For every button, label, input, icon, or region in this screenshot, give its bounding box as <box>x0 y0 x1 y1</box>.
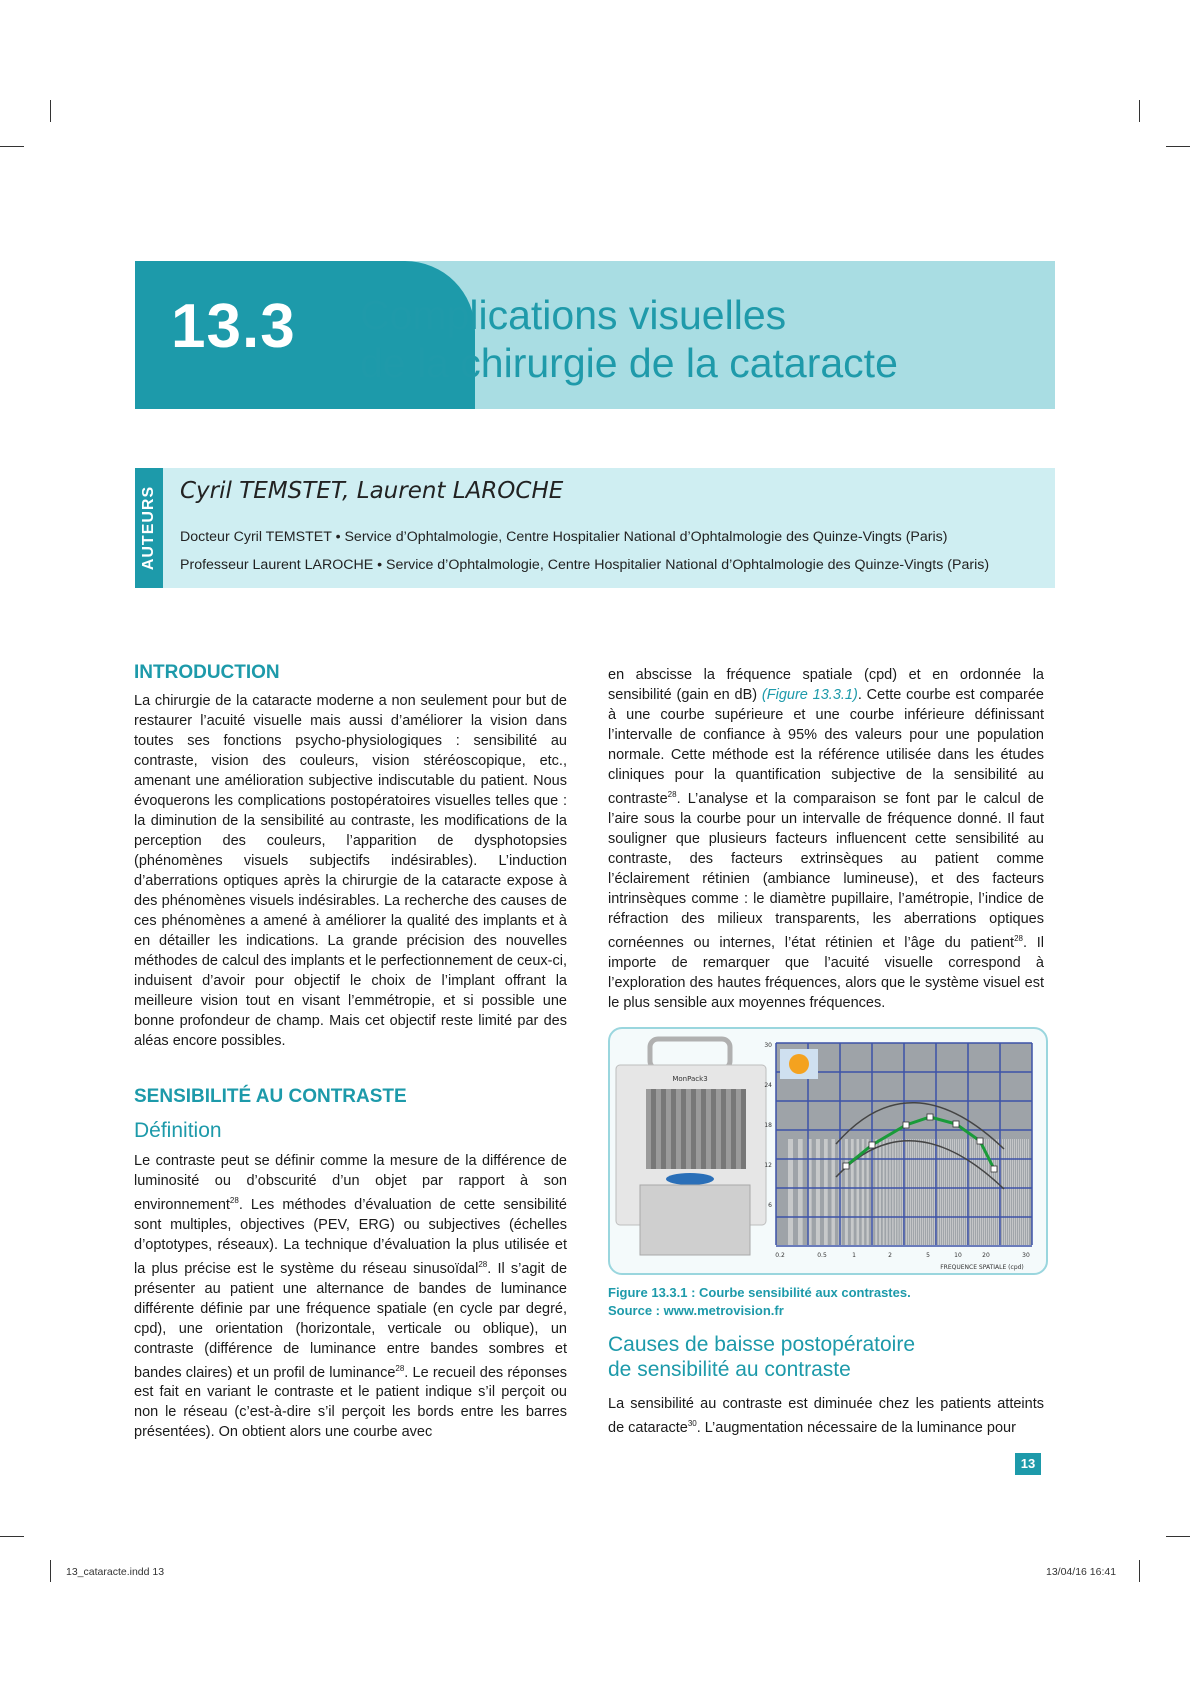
author-affiliation-1: Docteur Cyril TEMSTET • Service d’Ophtalmologie, Centre Hospitalier National d’Ophtalmologie des Quinze-Vingts (Paris) <box>180 529 948 545</box>
contrast-sensitivity-figure <box>610 1029 1046 1273</box>
section-title-line1: Complications visuelles <box>360 292 787 338</box>
x-axis-label: FREQUENCE SPATIALE (cpd) <box>940 1264 1024 1271</box>
author-affiliation-2: Professeur Laurent LAROCHE • Service d’Ophtalmologie, Centre Hospitalier National d’Ophtalmologie des Quinze-Vingts (Paris) <box>180 557 990 573</box>
heading-sensibilite: SENSIBILITÉ AU CONTRASTE <box>134 1086 407 1107</box>
right-text: en abscisse la fréquence spatiale (cpd) et en ordonnée la sensibilité (gain en dB) (Figure 13.3.1). Cette courbe est comparée à une courbe supérieure et une courbe inférieure définissant l’intervalle de confiance à 95% des valeurs pour une population normale. Cette méthode est la référence utilisée dans les études cliniques pour la quantification subjective de la sensibilité au contraste$^{28}$. L’analyse et la comparaison se font par le calcul de l’aire sous la courbe pour un intervalle de fréquence donné. Il faut souligner que plusieurs facteurs influencent cette sensibilité au contraste, des facteurs extrinsèques au patient comme l’éclairement rétinien (ambiance lumineuse), et des facteurs intrinsèques comme : le diamètre pupillaire, l’amétropie, l’indice de réfraction des milieux transparents, les aberrations optiques cornéennes ou internes, l’état rétinien et l’âge du patient$^{28}$. Il importe de remarquer que l’acuité visuelle correspond à l’exploration des hautes fréquences, alors que le système visuel est le plus sensible aux moyennes fréquences. <box>608 667 1044 1011</box>
figure-caption <box>608 1284 911 1320</box>
x-tick-label: 10 <box>954 1252 962 1259</box>
definition-paragraph <box>134 1151 567 1442</box>
crop-mark <box>1139 100 1140 122</box>
x-tick-label: 1 <box>852 1252 856 1259</box>
sun-icon <box>789 1054 809 1074</box>
heading-causes-line1: Causes de baisse postopératoire <box>608 1333 916 1356</box>
y-tick-label: 12 <box>764 1162 772 1169</box>
x-tick-label: 0.5 <box>817 1252 827 1259</box>
author-names: Cyril TEMSTET, Laurent LAROCHE <box>180 478 564 504</box>
figure-13-3-1 <box>608 1027 1048 1275</box>
section-number: 13.3 <box>171 292 296 361</box>
crop-mark <box>50 1560 51 1582</box>
crop-mark <box>0 146 24 147</box>
y-tick-label: 30 <box>764 1042 772 1049</box>
crop-mark <box>50 100 51 122</box>
crop-mark <box>1166 146 1190 147</box>
heading-causes-line2: de sensibilité au contraste <box>608 1358 851 1381</box>
contrast-chart <box>764 1042 1032 1271</box>
causes-paragraph <box>608 1394 1044 1438</box>
authors-tab <box>135 468 163 588</box>
metrovision-device-illustration <box>616 1039 766 1255</box>
figure-caption-source: Source : www.metrovision.fr <box>608 1303 784 1318</box>
causes-text: La sensibilité au contraste est diminuée chez les patients atteints de cataracte$^{30}$. L’augmentation nécessaire de la luminance pour <box>608 1396 1044 1436</box>
x-tick-label: 20 <box>982 1252 990 1259</box>
figure-caption-line1: Figure 13.3.1 : Courbe sensibilité aux contrastes. <box>608 1285 911 1300</box>
crop-mark <box>1166 1536 1190 1537</box>
x-tick-label: 2 <box>888 1252 892 1259</box>
heading-definition: Définition <box>134 1119 222 1142</box>
authors-tab-label: AUTEURS <box>140 485 157 571</box>
crop-mark <box>1139 1560 1140 1582</box>
x-tick-label: 0.2 <box>775 1252 785 1259</box>
section-title-line2: de la chirurgie de la cataracte <box>360 340 898 386</box>
y-tick-label: 6 <box>768 1202 772 1209</box>
y-tick-label: 24 <box>764 1082 772 1089</box>
y-tick-label: 18 <box>764 1122 772 1129</box>
intro-paragraph <box>134 691 567 1051</box>
x-tick-label: 30 <box>1022 1252 1030 1259</box>
page-number: 13 <box>1015 1453 1041 1475</box>
definition-text: Le contraste peut se définir comme la mesure de la différence de luminosité ou d’obscurité d’un objet par rapport à son environnement$^{28}$. Les méthodes d’évaluation de cette sensibilité sont multiples, objectives (PEV, ERG) ou subjectives (échelles d’optotypes, réseaux). La technique d’évaluation la plus utilisée et la plus précise est le système du réseau sinusoïdal$^{28}$. Il s’agit de présenter au patient une alternance de bandes de luminance différente définie par une fréquence spatiale (en cycle par degré, cpd), une orientation (horizontale, verticale ou oblique), un contraste (différence de luminance entre bandes sombres et bandes claires) et un profil de luminance$^{28}$. Le recueil des réponses est fait en variant le contraste et le patient indique s’il perçoit ou non le réseau (c’est-à-dire s’il perçoit les bords entre les barres présentées). On obtient alors une courbe avec <box>134 1153 568 1441</box>
x-tick-label: 5 <box>926 1252 930 1259</box>
intro-text: La chirurgie de la cataracte moderne a non seulement pour but de restaurer l’acuité visuelle mais aussi d’améliorer la vision dans toutes ses fonctions psycho-physiologiques : sensibilité au contraste, vision des couleurs, vision stéréoscopique, etc., amenant une amélioration subjective indiscutable du patient. Nous évoquerons les complications postopératoires visuelles telles que : la diminution de la sensibilité au contraste, les modifications de la perception des couleurs, l’apparition de dysphotopsies (phénomènes visuels subjectifs indésirables). L’induction d’aberrations optiques après la chirurgie de la cataracte expose à des phénomènes visuels indésirables. La recherche des causes de ces phénomènes a amené à améliorer la qualité des implants et à en détailler les indications. La grande précision des nouvelles méthodes de calcul des implants et le perfectionnement de ceux-ci, induisent d’avoir pour objectif le choix de l’implant offrant la meilleure vision tout en visant l’emmétropie, et si possible une bonne profondeur de champ. Mais cet objectif reste limité par des aléas encore possibles. <box>134 693 567 1049</box>
heading-introduction: INTRODUCTION <box>134 662 280 683</box>
right-paragraph <box>608 665 1044 1013</box>
device-label: MonPack3 <box>672 1075 708 1083</box>
figure-reference-link[interactable]: (Figure 13.3.1) <box>761 687 858 703</box>
slug-filename: 13_cataracte.indd 13 <box>66 1566 165 1578</box>
chapter-banner <box>135 261 1055 409</box>
crop-mark <box>0 1536 24 1537</box>
section-title <box>360 291 898 387</box>
slug-timestamp: 13/04/16 16:41 <box>1046 1566 1117 1578</box>
heading-causes <box>608 1332 915 1382</box>
